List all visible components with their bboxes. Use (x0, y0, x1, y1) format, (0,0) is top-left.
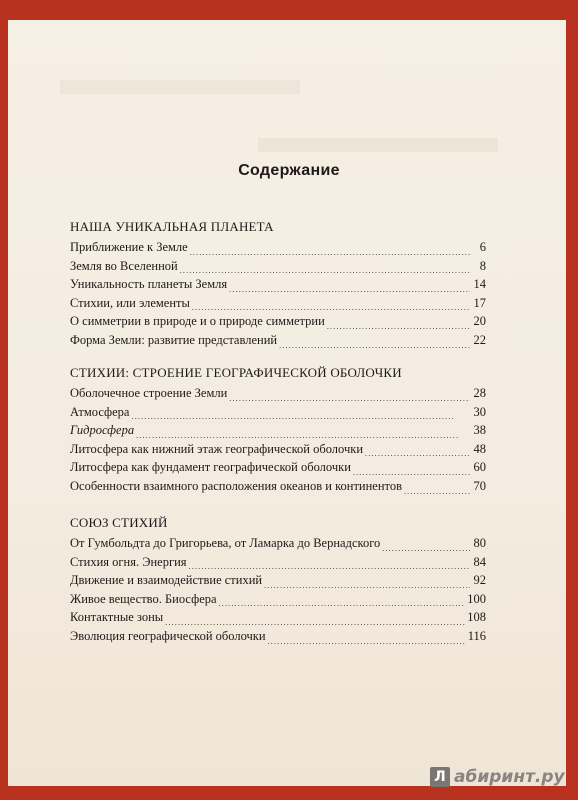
entry-page: 116 (467, 628, 486, 643)
entry-page: 22 (473, 332, 486, 347)
entry-page: 80 (473, 536, 486, 550)
entry-page: 20 (473, 314, 486, 329)
entry-page: 48 (473, 441, 486, 456)
entry-title: Приближение к Земле (70, 240, 188, 254)
entry-title: Движение и взаимодействие стихий (70, 573, 263, 588)
entry-title: О симметрии в природе и о природе симметрии (70, 314, 325, 329)
entry-title: Земля во Вселенной (70, 258, 178, 273)
entry-title: Литосфера как нижний этаж географической оболочки (70, 441, 364, 456)
dot-leader (189, 560, 470, 571)
toc-entry (70, 477, 486, 496)
toc-entry (70, 421, 486, 440)
toc-entry (70, 608, 486, 627)
toc-section (70, 216, 486, 350)
entry-page: 84 (473, 554, 486, 569)
page-title: Содержание (238, 162, 340, 179)
toc-entry (70, 312, 486, 331)
entry-page: 6 (479, 240, 486, 254)
entry-page: 17 (473, 295, 486, 310)
entry-title: Стихии, или элементы (70, 295, 190, 310)
entry-page: 30 (473, 404, 486, 419)
toc-entry (70, 331, 486, 350)
toc-section (70, 362, 486, 496)
dot-leader (136, 429, 470, 440)
entry-title: Особенности взаимного расположения океанов и континентов (70, 478, 402, 493)
dot-leader (382, 542, 470, 553)
dot-leader (229, 283, 470, 294)
dot-leader (180, 264, 470, 275)
entry-page: 8 (479, 258, 486, 273)
dot-leader (165, 616, 465, 627)
watermark-text: абиринт.ру (454, 767, 565, 787)
toc-entry (70, 403, 486, 422)
entry-page: 92 (473, 573, 486, 588)
section-heading: СТИХИИ: СТРОЕНИЕ ГЕОГРАФИЧЕСКОЙ ОБОЛОЧКИ (70, 365, 402, 380)
entry-title: Оболочечное строение Земли (70, 386, 228, 400)
dot-leader (219, 597, 466, 608)
entry-title: Живое вещество. Биосфера (70, 591, 217, 606)
dot-leader (264, 579, 470, 590)
toc-entry (70, 590, 486, 609)
bleed-through-shadow (60, 80, 300, 94)
section-heading: СОЮЗ СТИХИЙ (70, 515, 168, 530)
toc-entry (70, 384, 486, 403)
entry-title: Форма Земли: развитие представлений (70, 332, 278, 347)
red-frame-left (0, 0, 8, 800)
dot-leader (279, 339, 470, 350)
dot-leader (365, 447, 470, 458)
entry-page: 108 (467, 610, 486, 625)
dot-leader (192, 301, 470, 312)
entry-title: Контактные зоны (70, 610, 164, 625)
dot-leader (190, 246, 470, 257)
toc-entry (70, 553, 486, 572)
toc-section (70, 512, 486, 646)
entry-page: 28 (473, 386, 486, 400)
entry-page: 100 (467, 591, 486, 606)
dot-leader (229, 392, 470, 403)
entry-page: 60 (473, 460, 486, 475)
entry-page: 14 (473, 277, 486, 292)
entry-page: 70 (473, 478, 486, 493)
entry-title: Гидросфера (70, 423, 135, 438)
dot-leader (268, 635, 466, 646)
red-frame-top (0, 0, 578, 20)
entry-page: 38 (473, 423, 486, 438)
toc-entry (70, 627, 486, 646)
entry-title: Уникальность планеты Земля (70, 277, 228, 292)
toc-entry (70, 238, 486, 257)
toc-entry (70, 458, 486, 477)
toc-entry (70, 571, 486, 590)
entry-title: Литосфера как фундамент географической оболочки (70, 460, 351, 475)
toc-entry (70, 275, 486, 294)
dot-leader (404, 485, 470, 496)
toc-entry (70, 294, 486, 313)
dot-leader (353, 466, 470, 477)
toc-entry (70, 534, 486, 553)
bleed-through-shadow (258, 138, 498, 152)
labirint-watermark (430, 765, 565, 789)
red-frame-right (566, 0, 578, 800)
entry-title: От Гумбольдта до Григорьева, от Ламарка до Вернадского (70, 536, 381, 550)
dot-leader (132, 410, 471, 421)
entry-title: Стихия огня. Энергия (70, 554, 187, 569)
section-heading: НАША УНИКАЛЬНАЯ ПЛАНЕТА (70, 219, 274, 234)
labirint-logo-icon: Л (430, 767, 450, 787)
entry-title: Атмосфера (70, 404, 130, 419)
entry-title: Эволюция географической оболочки (70, 628, 266, 643)
toc-entry (70, 440, 486, 459)
toc-entry (70, 257, 486, 276)
dot-leader (327, 320, 470, 331)
